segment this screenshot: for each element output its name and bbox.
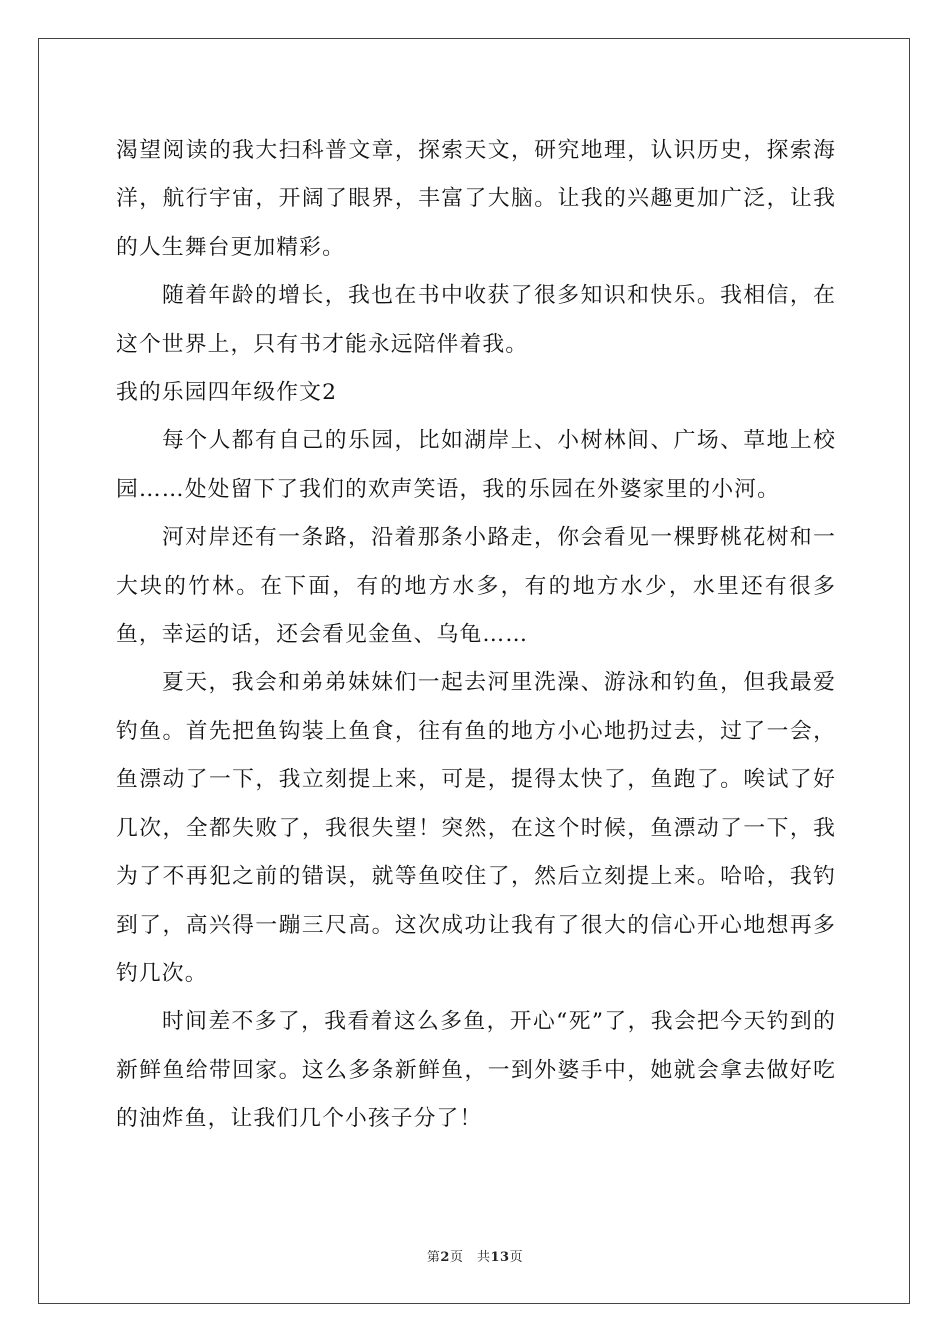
footer-middle: 页 共 — [449, 1250, 491, 1265]
page-footer — [0, 1246, 950, 1265]
current-page-number: 2 — [440, 1250, 450, 1265]
paragraph: 时间差不多了，我看着这么多鱼，开心“死”了，我会把今天钓到的新鲜鱼给带回家。这么多条新鲜鱼，一到外婆手中，她就会拿去做好吃的油炸鱼，让我们几个小孩子分了！ — [116, 1009, 836, 1132]
paragraph: 夏天，我会和弟弟妹妹们一起去河里洗澡、游泳和钓鱼，但我最爱钓鱼。首先把鱼钩装上鱼食，往有鱼的地方小心地扔过去，过了一会，鱼漂动了一下，我立刻提上来，可是，提得太快了，鱼跑了。唉试了好几次，全都失败了，我很失望！突然，在这个时候，鱼漂动了一下，我为了不再犯之前的错误，就等鱼咬住了，然后立刻提上来。哈哈，我钓到了，高兴得一蹦三尺高。这次成功让我有了很大的信心开心地想再多钓几次。 — [116, 670, 836, 986]
paragraph: 随着年龄的增长，我也在书中收获了很多知识和快乐。我相信，在这个世界上，只有书才能永远陪伴着我。 — [116, 283, 836, 357]
footer-suffix: 页 — [509, 1250, 524, 1265]
total-page-number: 13 — [490, 1250, 510, 1265]
footer-prefix: 第 — [426, 1250, 441, 1265]
paragraph: 渴望阅读的我大扫科普文章，探索天文，研究地理，认识历史，探索海洋，航行宇宙，开阔了眼界，丰富了大脑。让我的兴趣更加广泛，让我的人生舞台更加精彩。 — [116, 138, 836, 260]
section-heading: 我的乐园四年级作文2 — [116, 380, 338, 406]
document-body — [116, 127, 836, 1144]
paragraph: 河对岸还有一条路，沿着那条小路走，你会看见一棵野桃花树和一大块的竹林。在下面，有的地方水多，有的地方水少，水里还有很多鱼，幸运的话，还会看见金鱼、乌龟…… — [116, 525, 836, 648]
paragraph: 每个人都有自己的乐园，比如湖岸上、小树林间、广场、草地上校园……处处留下了我们的欢声笑语，我的乐园在外婆家里的小河。 — [116, 428, 836, 502]
